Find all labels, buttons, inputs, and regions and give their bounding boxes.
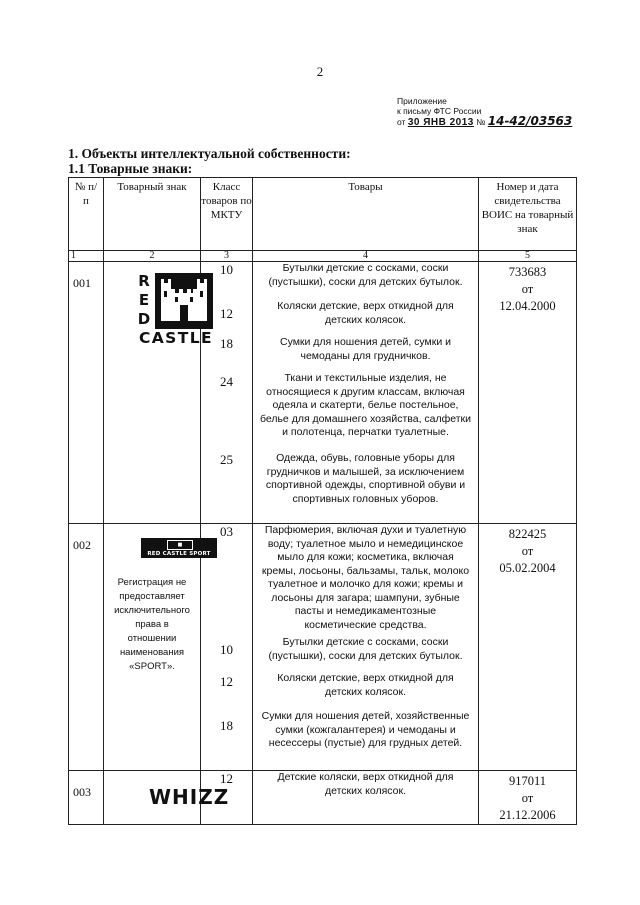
attachment-block	[397, 96, 572, 128]
col-number: 3	[201, 251, 253, 262]
goods-text: Коляски детские, верх откидной для детских колясок.	[277, 672, 454, 698]
class-cell	[201, 524, 253, 771]
header-class: Класс товаров по МКТУ	[201, 178, 253, 251]
goods-text: Бутылки детские с сосками, соски (пустышки), соски для детских бутылок.	[268, 262, 463, 288]
row-number: 003	[69, 771, 104, 825]
trademark-cell	[104, 524, 211, 771]
goods-text: Детские коляски, верх откидной для детских колясок.	[277, 771, 454, 797]
attachment-doc-number: 14-42/03563	[487, 114, 573, 128]
goods-text: Бутылки детские с сосками, соски (пустышки), соски для детских бутылок.	[268, 636, 463, 662]
registration-cell	[479, 771, 577, 825]
registration-cell	[479, 524, 577, 771]
table-row	[69, 524, 577, 771]
page-number: 2	[316, 64, 324, 79]
attachment-prefix: от	[397, 117, 406, 127]
class-value: 24	[220, 374, 233, 389]
registration-from: от	[521, 791, 534, 805]
goods-text: Сумки для ношения детей, хозяйственные сумки (кожгалантерея) и чемоданы и несессеры (пустые) для грудных детей.	[261, 710, 470, 749]
registration-from: от	[521, 544, 534, 558]
trademark-table	[68, 177, 577, 825]
table-header-row	[69, 178, 577, 251]
castle-emblem-icon: ■	[167, 540, 193, 550]
class-value: 18	[220, 718, 233, 733]
class-value: 18	[220, 336, 233, 351]
table-row	[69, 262, 577, 524]
red-castle-sport-logo	[141, 538, 217, 558]
registration-number: 917011	[508, 774, 547, 788]
attachment-line1: Приложение	[397, 96, 447, 106]
subsection-title: 1.1 Товарные знаки:	[68, 161, 193, 176]
registration-cell	[479, 262, 577, 524]
col-number: 2	[104, 251, 201, 262]
attachment-line2: к письму ФТС России	[397, 106, 482, 116]
header-registration: Номер и дата свидетельства ВОИС на товарный знак	[479, 178, 577, 251]
class-value: 10	[220, 262, 233, 277]
row-number: 001	[69, 262, 104, 524]
goods-text: Одежда, обувь, головные уборы для грудничков и малышей, за исключением спортивной одежды, спортивной обуви и спортивных головных уборов.	[265, 452, 466, 505]
class-value: 10	[220, 642, 233, 657]
attachment-line3	[397, 116, 572, 128]
table-row	[69, 771, 577, 825]
header-num: № п/п	[69, 178, 104, 251]
header-goods: Товары	[253, 178, 479, 251]
goods-text: Коляски детские, верх откидной для детских колясок.	[277, 300, 454, 326]
row-number: 002	[69, 524, 104, 771]
col-number: 1	[69, 251, 104, 262]
trademark-cell	[104, 262, 213, 524]
col-number: 4	[253, 251, 479, 262]
goods-cell	[253, 262, 479, 524]
class-value: 25	[220, 452, 233, 467]
registration-date: 05.02.2004	[499, 561, 556, 575]
goods-text: Ткани и текстильные изделия, не относящиеся к другим классам, включая одеяла и скатерти, белье постельное, белье для домашнего хозяйства, салфетки и полотенца, перчатки туалетные.	[259, 372, 472, 438]
registration-note: Регистрация не предоставляет исключительного права в отношении наименования «SPORT».	[114, 577, 190, 672]
header-mark: Товарный знак	[104, 178, 201, 251]
registration-date: 21.12.2006	[499, 808, 556, 822]
registration-from: от	[521, 282, 534, 296]
registration-date: 12.04.2000	[499, 299, 556, 313]
class-value: 12	[220, 674, 233, 689]
goods-text: Парфюмерия, включая духи и туалетную воду; туалетное мыло и немедицинское мыло для кожи; косметика, включая кремы, лосьоны, бальзамы, тальк, молоко туалетное и молочко для кожи; кремы и лосьоны для загара; шампуни, зубные пасты и немедикаментозные косметические средства.	[261, 524, 470, 631]
red-castle-sport-text: RED CASTLE SPORT	[147, 551, 211, 557]
class-cell	[201, 262, 253, 524]
section-title: 1. Объекты интеллектуальной собственности:	[68, 146, 351, 161]
class-value: 12	[220, 306, 233, 321]
class-value: 03	[220, 524, 233, 539]
column-number-row	[69, 251, 577, 262]
class-value: 12	[220, 771, 233, 786]
goods-cell	[253, 524, 479, 771]
red-castle-letters: R E D	[137, 272, 151, 328]
goods-cell	[253, 771, 479, 825]
red-castle-word: CASTLE	[139, 329, 213, 347]
registration-number: 733683	[508, 265, 547, 279]
attachment-number-label: №	[476, 117, 486, 127]
attachment-date: 30 ЯНВ 2013	[407, 117, 474, 128]
whizz-logo: WHIZZ	[149, 785, 230, 809]
goods-text: Сумки для ношения детей, сумки и чемоданы для грудничков.	[279, 336, 452, 362]
registration-number: 822425	[508, 527, 547, 541]
col-number: 5	[479, 251, 577, 262]
